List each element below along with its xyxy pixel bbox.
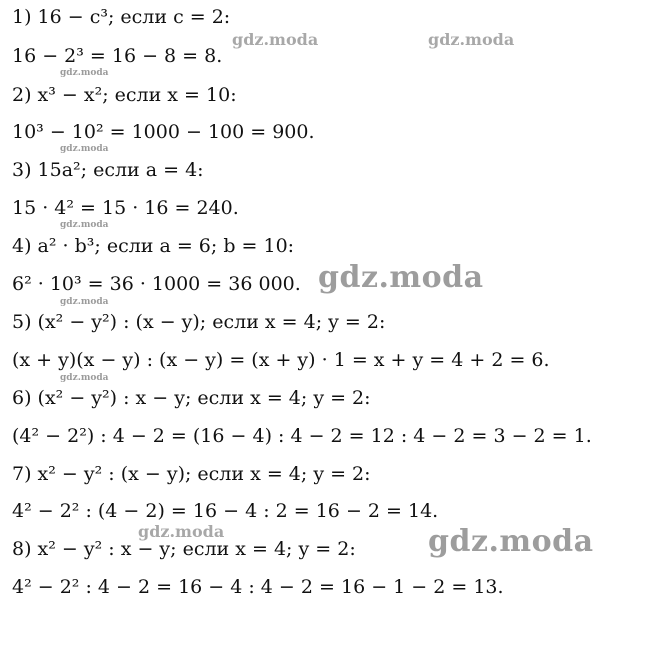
task-2-solution: 10³ − 10² = 1000 − 100 = 900. bbox=[12, 121, 315, 143]
task-8-solution: 4² − 2² : 4 − 2 = 16 − 4 : 4 − 2 = 16 − 1 − 2 = 13. bbox=[12, 576, 504, 598]
watermark: gdz.moda bbox=[60, 144, 109, 154]
watermark: gdz.moda bbox=[428, 524, 594, 559]
task-3-solution: 15 · 4² = 15 · 16 = 240. bbox=[12, 197, 239, 219]
task-7-solution: 4² − 2² : (4 − 2) = 16 − 4 : 2 = 16 − 2 = 14. bbox=[12, 500, 439, 522]
watermark: gdz.moda bbox=[60, 297, 109, 307]
watermark: gdz.moda bbox=[60, 68, 109, 78]
task-2-statement: 2) x³ − x²; если x = 10: bbox=[12, 84, 237, 106]
task-5-statement: 5) (x² − y²) : (x − y); если x = 4; y = 2: bbox=[12, 311, 386, 333]
task-4-statement: 4) a² · b³; если a = 6; b = 10: bbox=[12, 235, 295, 257]
watermark: gdz.moda bbox=[60, 220, 109, 230]
task-1-solution: 16 − 2³ = 16 − 8 = 8. bbox=[12, 45, 223, 67]
watermark: gdz.moda bbox=[60, 373, 109, 383]
watermark: gdz.moda bbox=[138, 522, 225, 541]
task-3-statement: 3) 15a²; если a = 4: bbox=[12, 159, 204, 181]
task-1-statement: 1) 16 − c³; если c = 2: bbox=[12, 6, 231, 28]
watermark: gdz.moda bbox=[232, 30, 319, 49]
task-6-statement: 6) (x² − y²) : x − y; если x = 4; y = 2: bbox=[12, 387, 371, 409]
task-4-solution: 6² · 10³ = 36 · 1000 = 36 000. bbox=[12, 273, 301, 295]
task-6-solution: (4² − 2²) : 4 − 2 = (16 − 4) : 4 − 2 = 12 : 4 − 2 = 3 − 2 = 1. bbox=[12, 425, 592, 447]
task-8-statement: 8) x² − y² : x − y; если x = 4; y = 2: bbox=[12, 538, 356, 560]
watermark: gdz.moda bbox=[318, 260, 484, 295]
task-7-statement: 7) x² − y² : (x − y); если x = 4; y = 2: bbox=[12, 463, 371, 485]
watermark: gdz.moda bbox=[428, 30, 515, 49]
task-5-solution: (x + y)(x − y) : (x − y) = (x + y) · 1 = x + y = 4 + 2 = 6. bbox=[12, 349, 550, 371]
